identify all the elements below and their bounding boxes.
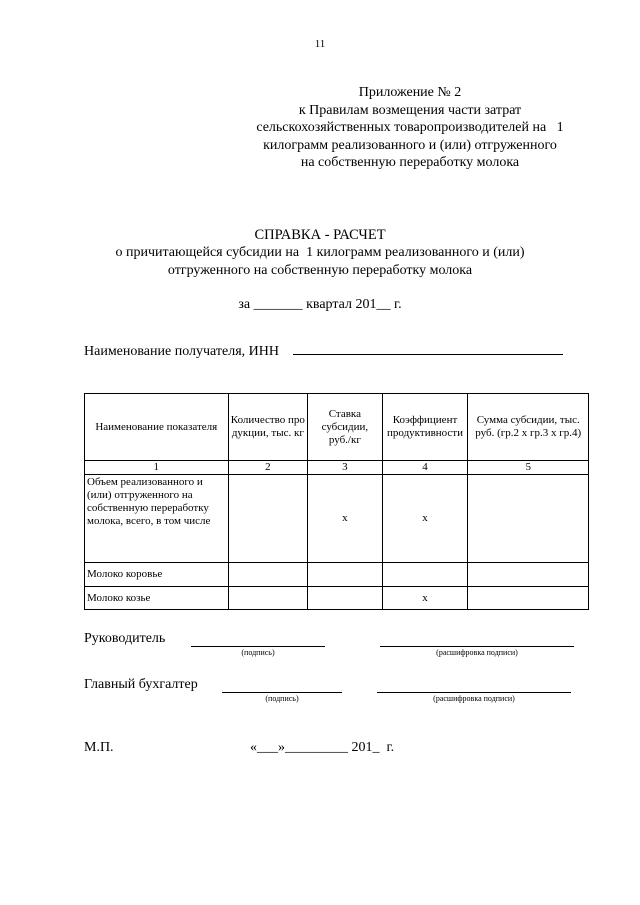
col-number-3: 3: [308, 461, 382, 475]
recipient-label: Наименование получателя, ИНН: [84, 344, 279, 359]
appendix-header: [250, 84, 570, 172]
accountant-decode-line[interactable]: [377, 691, 571, 693]
head-signature-hint: (подпись): [241, 648, 275, 657]
header-rate: Ставка субсидии, руб./кг: [308, 394, 382, 461]
row-total-amount[interactable]: [468, 475, 589, 563]
date-line: «___»_________ 201_ г.: [250, 740, 395, 755]
header-amount: Сумма субсидии, тыс. руб. (гр.2 х гр.3 х гр.4): [468, 394, 589, 461]
row-name-cow: Молоко коровье: [85, 563, 229, 587]
accountant-label: Главный бухгалтер: [84, 677, 198, 692]
document-subtitle: [60, 244, 580, 280]
row-goat-rate[interactable]: [308, 587, 382, 610]
row-goat-amount[interactable]: [468, 587, 589, 610]
col-number-5: 5: [468, 461, 589, 475]
subtitle-line-2: отгруженного на собственную переработку молока: [167, 263, 473, 278]
recipient-row: [84, 340, 563, 360]
head-decode-hint: (расшифровка подписи): [436, 648, 518, 657]
accountant-decode-hint: (расшифровка подписи): [433, 694, 515, 703]
row-cow-rate[interactable]: [308, 563, 382, 587]
appendix-line-5: на собственную переработку молока: [300, 155, 520, 170]
row-goat-quantity[interactable]: [228, 587, 308, 610]
head-decode-line[interactable]: [380, 645, 574, 647]
appendix-line-2: к Правилам возмещения части затрат: [298, 102, 522, 118]
row-cow-coefficient[interactable]: [382, 563, 468, 587]
table-row: [85, 587, 589, 610]
accountant-signature-line[interactable]: [222, 691, 342, 693]
row-cow-quantity[interactable]: [228, 563, 308, 587]
row-total-coefficient: х: [382, 475, 468, 563]
row-name-total: Объем реализованного и (или) отгруженного на собственную переработку молока, всего, в том числе: [85, 475, 229, 563]
row-total-rate: х: [308, 475, 382, 563]
appendix-line-3: сельскохозяйственных товаропроизводителей на 1: [256, 120, 564, 135]
stamp-label: М.П.: [84, 740, 114, 755]
header-coefficient: Коэффициент продуктивности: [382, 394, 468, 461]
row-goat-coefficient: х: [382, 587, 468, 610]
column-number-row: [85, 461, 589, 475]
head-label: Руководитель: [84, 631, 166, 646]
document-title: СПРАВКА - РАСЧЕТ: [254, 227, 386, 243]
subsidy-table: [84, 393, 589, 610]
table-row: [85, 475, 589, 563]
row-total-quantity[interactable]: [228, 475, 308, 563]
col-number-2: 2: [228, 461, 308, 475]
col-number-4: 4: [382, 461, 468, 475]
head-signature-line[interactable]: [191, 645, 325, 647]
appendix-line-4: килограмм реализованного и (или) отгруженного: [263, 137, 557, 153]
accountant-signature-hint: (подпись): [265, 694, 299, 703]
row-name-goat: Молоко козье: [85, 587, 229, 610]
table-header-row: [85, 394, 589, 461]
recipient-input-line[interactable]: [293, 340, 563, 355]
period-line: за _______ квартал 201__ г.: [238, 297, 402, 312]
row-cow-amount[interactable]: [468, 563, 589, 587]
table-row: [85, 563, 589, 587]
subtitle-line-1: о причитающейся субсидии на 1 килограмм реализованного и (или): [115, 245, 525, 260]
appendix-line-1: Приложение № 2: [358, 85, 462, 100]
header-quantity: Количество продукции, тыс. кг: [228, 394, 308, 461]
col-number-1: 1: [85, 461, 229, 475]
page-number: 11: [314, 38, 326, 50]
header-indicator: Наименование показателя: [85, 394, 229, 461]
